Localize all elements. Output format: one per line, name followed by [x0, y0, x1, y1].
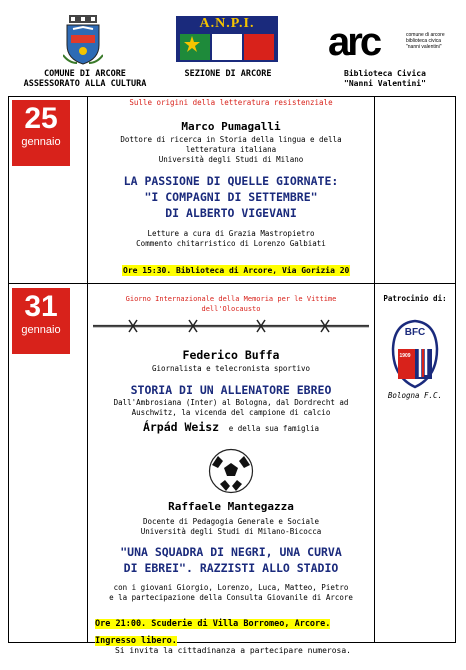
event1-speaker-role-2: letteratura italiana: [185, 145, 277, 154]
library-name: Biblioteca Civica: [344, 69, 426, 78]
event2-speaker2-role-2: Università degli Studi di Milano-Bicocca: [140, 527, 322, 536]
event2-name-big: Árpád Weisz: [142, 420, 220, 434]
event1-speaker-role-3: Università degli Studi di Milano: [158, 155, 304, 164]
patrocinio-label: Patrocinio di:: [383, 294, 447, 303]
event1-speaker: Marco Pumagalli: [181, 120, 281, 133]
event2-subtitle-2: dell'Olocausto: [201, 305, 261, 313]
date-day: 31: [24, 290, 58, 323]
event2-speaker2-role-1: Docente di Pedagogia Generale e Sociale: [142, 517, 320, 526]
library-subname: "Nanni Valentini": [344, 79, 426, 88]
event2-title2-1: "UNA SQUADRA DI NEGRI, UNA CURVA: [120, 545, 342, 559]
bologna-crest-year: 1909: [399, 353, 411, 359]
soccer-ball-icon: [208, 448, 254, 494]
comune-name: COMUNE DI ARCORE: [44, 69, 126, 79]
event2-subtitle-1: Giorno Internazionale della Memoria per le Vittime: [125, 295, 337, 303]
event2-desc-1: Dall'Ambrosiana (Inter) al Bologna, dal Dordrecht ad: [113, 398, 349, 407]
date-month: gennaio: [21, 136, 61, 148]
comune-office: ASSESSORATO ALLA CULTURA: [23, 79, 147, 89]
anpi-label: SEZIONE DI ARCORE: [184, 69, 272, 79]
date-month: gennaio: [21, 324, 61, 336]
sponsor-name: Bologna F.C.: [387, 391, 443, 400]
library-logo-text-2: biblioteca civica: [406, 38, 442, 44]
event1-credits-2: Commento chitarristico di Lorenzo Galbiati: [136, 239, 326, 248]
library-logo-text-1: comune di arcore: [406, 32, 445, 38]
event1-title-1: LA PASSIONE DI QUELLE GIORNATE:: [123, 174, 339, 188]
date-box-31: [12, 288, 70, 354]
anpi-logo-text: A.N.P.I.: [176, 16, 278, 32]
date-day: 25: [24, 102, 58, 135]
event1-title-3: DI ALBERTO VIGEVANI: [165, 206, 297, 220]
event1-speaker-role-1: Dottore di ricerca in Storia della lingua e della: [120, 135, 342, 144]
event2-time-place-1: Ore 21:00. Scuderie di Villa Borromeo, Arcore.: [95, 619, 331, 629]
event2-speaker2: Raffaele Mantegazza: [168, 500, 294, 513]
event1-subtitle: Sulle origini della letteratura resistenziale: [129, 98, 333, 107]
date-box-25: [12, 100, 70, 166]
event2-speaker1-role: Giornalista e telecronista sportivo: [151, 364, 311, 373]
event2-title2-2: DI EBREI". RAZZISTI ALLO STADIO: [123, 561, 339, 575]
event2-time-place-2: Ingresso libero.: [95, 636, 177, 646]
bologna-fc-logo: [390, 319, 440, 389]
footer-text: Si invita la cittadinanza a partecipare numerosa.: [114, 646, 351, 655]
bologna-crest-badge: BFC: [404, 327, 426, 338]
event1-title-2: "I COMPAGNI DI SETTEMBRE": [144, 190, 318, 204]
event2-with-1: con i giovani Giorgio, Lorenzo, Luca, Matteo, Pietro: [113, 583, 349, 592]
library-logo-text-3: "nanni valentini": [406, 44, 442, 50]
event1-time-place: Ore 15:30. Biblioteca di Arcore, Via Gorizia 20: [123, 266, 350, 275]
event2-title1: STORIA DI UN ALLENATORE EBREO: [130, 383, 332, 397]
event1-credits-1: Letture a cura di Grazia Mastropietro: [147, 229, 315, 238]
library-logo-letters: arc: [328, 20, 380, 64]
barbed-wire-icon: [93, 318, 369, 334]
event2-speaker1: Federico Buffa: [182, 348, 280, 362]
event2-desc-2: Auschwitz, la vicenda del campione di calcio: [131, 408, 331, 417]
event2-name-suffix: e della sua famiglia: [228, 424, 320, 433]
event2-with-2: e la partecipazione della Consulta Giovanile di Arcore: [109, 593, 353, 602]
